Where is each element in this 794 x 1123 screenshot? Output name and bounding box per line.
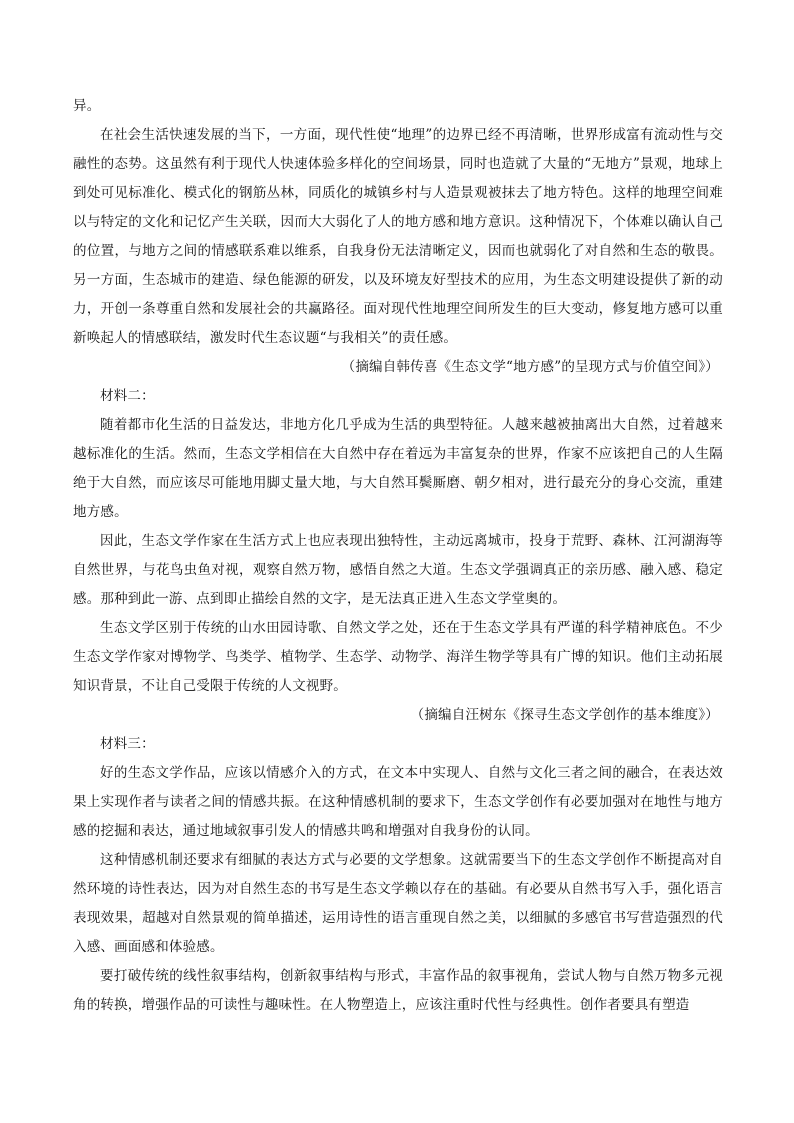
material-two-heading: 材料二： [100,388,155,404]
paragraph-writer-lifestyle: 因此，生态文学作家在生活方式上也应表现出独特性，主动远离城市，投身于荒野、森林、江河湖海等自然世界，与花鸟虫鱼对视，观察自然万物，感悟自然之大道。生态文学强调真正的亲历感、融入感、稳定感。那种到此一游、点到即止描绘自然的文字，是无法真正进入生态文学堂奥的。 [73,533,723,607]
paragraph-urbanization: 随着都市化生活的日益发达，非地方化几乎成为生活的典型特征。人越来越被抽离出大自然，过着越来越标准化的生活。然而，生态文学相信在大自然中存在着远为丰富复杂的世界，作家不应该把自己的人生隔绝于大自然，而应该尽可能地用脚丈量大地，与大自然耳鬓厮磨、朝夕相对，进行最充分的身心交流，重建地方感。 [73,417,723,520]
source-citation-han: （摘编自韩传喜《生态文学“地方感”的呈现方式与价值空间》） [341,359,719,375]
material-three-heading: 材料三： [100,736,155,752]
paragraph-narrative-structure: 要打破传统的线性叙事结构，创新叙事结构与形式，丰富作品的叙事视角，尝试人物与自然万物多元视角的转换，增强作品的可读性与趣味性。在人物塑造上，应该注重时代性与经典性。创作者要具有塑造 [73,968,723,1013]
paragraph-modernity-place: 在社会生活快速发展的当下，一方面，现代性使“地理”的边界已经不再清晰，世界形成富有流动性与交融性的态势。这虽然有利于现代人快速体验多样化的空间场景，同时也造就了大量的“无地方”景观，地球上到处可见标准化、模式化的钢筋丛林，同质化的城镇乡村与人造景观被抹去了地方特色。这样的地理空间难以与特定的文化和记忆产生关联，因而大大弱化了人的地方感和地方意识。这种情况下，个体难以确认自己的位置，与地方之间的情感联系难以维系，自我身份无法清晰定义，因而也就弱化了对自然和生态的敬畏。另一方面，生态城市的建造、绿色能源的研发，以及环境友好型技术的应用，为生态文明建设提供了新的动力，开创一条尊重自然和发展社会的共赢路径。面对现代性地理空间所发生的巨大变动，修复地方感可以重新唤起人的情感联结，激发时代生态议题“与我相关”的责任感。 [73,127,723,346]
paragraph-continuation: 异。 [73,98,101,114]
article-body [73,92,723,1020]
paragraph-emotional-intervention: 好的生态文学作品，应该以情感介入的方式，在文本中实现人、自然与文化三者之间的融合，在表达效果上实现作者与读者之间的情感共振。在这种情感机制的要求下，生态文学创作有必要加强对在地性与地方感的挖掘和表达，通过地域叙事引发人的情感共鸣和增强对自我身份的认同。 [73,765,723,839]
paragraph-science-foundation: 生态文学区别于传统的山水田园诗歌、自然文学之处，还在于生态文学具有严谨的科学精神底色。不少生态文学作家对博物学、鸟类学、植物学、生态学、动物学、海洋生物学等具有广博的知识。他们主动拓展知识背景，不让自己受限于传统的人文视野。 [73,620,723,694]
paragraph-poetic-expression: 这种情感机制还要求有细腻的表达方式与必要的文学想象。这就需要当下的生态文学创作不断提高对自然环境的诗性表达，因为对自然生态的书写是生态文学赖以存在的基础。有必要从自然书写入手，强化语言表现效果，超越对自然景观的简单描述，运用诗性的语言重现自然之美，以细腻的多感官书写营造强烈的代入感、画面感和体验感。 [73,852,723,955]
source-citation-wang: （摘编自汪树东《探寻生态文学创作的基本维度》） [410,707,719,723]
